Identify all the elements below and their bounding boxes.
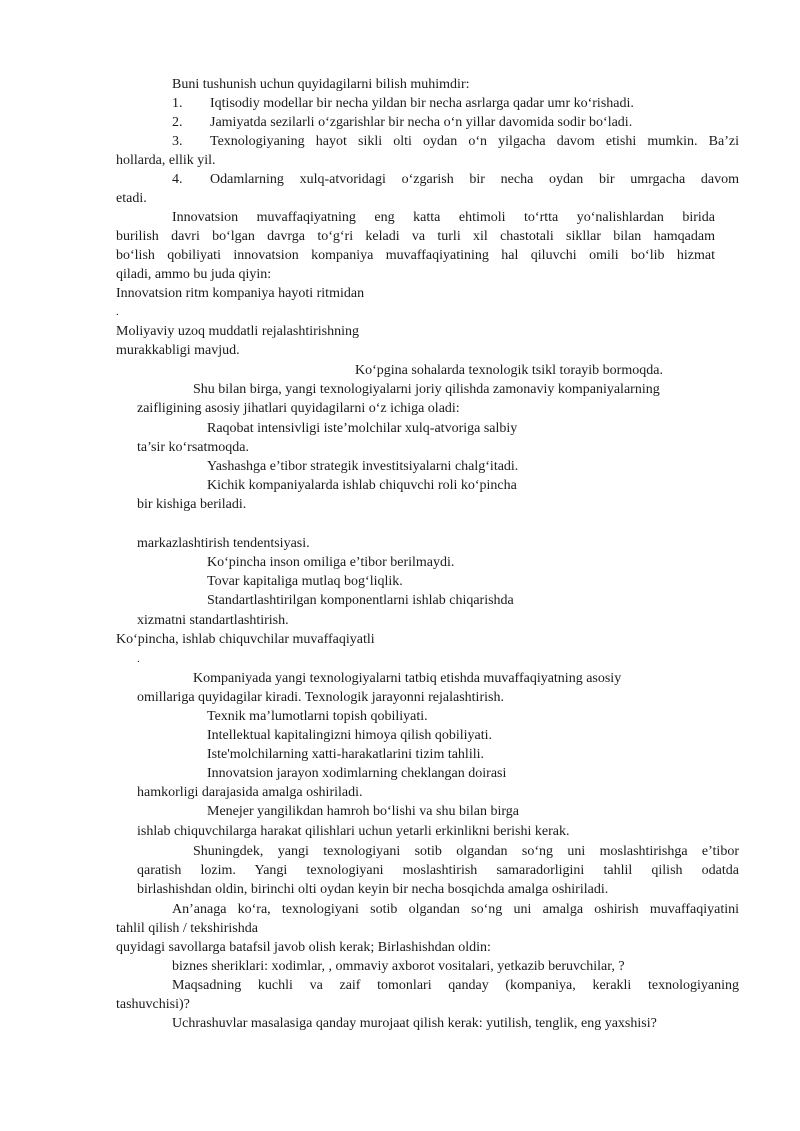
paragraph-line: murakkabligi mavjud. [116, 343, 240, 358]
paragraph-line: Innovatsion jarayon xodimlarning cheklangan doirasi [207, 766, 507, 781]
paragraph-line: An’anaga ko‘ra, texnologiyani sotib olgandan so‘ng uni amalga oshirish muvaffaqiyatini [172, 902, 739, 917]
paragraph-line: Innovatsion muvaffaqiyatning eng katta ehtimoli to‘rtta yo‘nalishlardan birida [172, 210, 715, 225]
paragraph-line: Kompaniyada yangi texnologiyalarni tatbiq etishda muvaffaqiyatning asosiy [193, 671, 622, 686]
list-number: 2. [172, 115, 183, 130]
paragraph-line: Shu bilan birga, yangi texnologiyalarni joriy qilishda zamonaviy kompaniyalarning [193, 382, 660, 397]
paragraph-line: omillariga quyidagilar kiradi. Texnologik jarayonni rejalashtirish. [137, 690, 504, 705]
paragraph-line: bir kishiga beriladi. [137, 497, 247, 512]
list-item-text: Texnologiyaning hayot sikli olti oydan o‘n yilgacha davom etishi mumkin. Ba’zi [210, 134, 739, 149]
list-number: 3. [172, 134, 183, 149]
paragraph-line: burilish davri bo‘lgan davrga to‘g‘ri keladi va turli xil chastotali sikllar bilan hamqadam [116, 229, 715, 244]
paragraph-line: Maqsadning kuchli va zaif tomonlari qanday (kompaniya, kerakli texnologiyaning [172, 978, 739, 993]
list-item [172, 133, 739, 151]
list-number: 4. [172, 172, 183, 187]
list-item-text: Iqtisodiy modellar bir necha yildan bir necha asrlarga qadar umr ko‘rishadi. [210, 96, 634, 111]
paragraph-line: Raqobat intensivligi iste’molchilar xulq-atvoriga salbiy [207, 421, 518, 436]
paragraph-line: biznes sheriklari: xodimlar, , ommaviy axborot vositalari, yetkazib beruvchilar, ? [172, 959, 625, 974]
paragraph-line: Ko‘pincha inson omiliga e’tibor berilmaydi. [207, 555, 455, 570]
list-item [172, 114, 632, 132]
paragraph-line: Menejer yangilikdan hamroh bo‘lishi va shu bilan birga [207, 804, 519, 819]
list-item [172, 171, 739, 189]
paragraph-line: Moliyaviy uzoq muddatli rejalashtirishning [116, 324, 360, 339]
paragraph-line: ta’sir ko‘rsatmoqda. [137, 440, 249, 455]
list-item [172, 95, 634, 113]
paragraph-line: Standartlashtirilgan komponentlarni ishlab chiqarishda [207, 593, 514, 608]
paragraph-line: zaifligining asosiy jihatlari quyidagilarni o‘z ichiga oladi: [137, 401, 460, 416]
paragraph-line: quyidagi savollarga batafsil javob olish kerak; Birlashishdan oldin: [116, 940, 491, 955]
paragraph-line: tashuvchisi)? [116, 997, 190, 1012]
paragraph-line: hollarda, ellik yil. [116, 153, 216, 168]
paragraph-line: . [137, 653, 140, 665]
paragraph-line: birlashishdan oldin, birinchi olti oydan keyin bir necha bosqichda amalga oshiriladi. [137, 882, 609, 897]
list-item-text: Jamiyatda sezilarli o‘zgarishlar bir necha o‘n yillar davomida sodir bo‘ladi. [210, 115, 633, 130]
paragraph-line: ishlab chiquvchilarga harakat qilishlari uchun yetarli erkinlikni berishi kerak. [137, 824, 570, 839]
paragraph-line: tahlil qilish / tekshirishda [116, 921, 258, 936]
paragraph-line: Ko‘pgina sohalarda texnologik tsikl torayib bormoqda. [355, 363, 663, 378]
paragraph-line: etadi. [116, 191, 147, 206]
paragraph-line: . [116, 306, 119, 318]
paragraph-line: xizmatni standartlashtirish. [137, 613, 289, 628]
paragraph-line: Innovatsion ritm kompaniya hayoti ritmidan [116, 286, 365, 301]
paragraph-line: Yashashga e’tibor strategik investitsiyalarni chalg‘itadi. [207, 459, 519, 474]
paragraph-line: Shuningdek, yangi texnologiyani sotib olgandan so‘ng uni moslashtirishga e’tibor [193, 844, 739, 859]
list-number: 1. [172, 96, 183, 111]
paragraph-line: Kichik kompaniyalarda ishlab chiquvchi roli ko‘pincha [207, 478, 517, 493]
paragraph-line: bo‘lish qobiliyati innovatsion kompaniya muvaffaqiyatining hal qiluvchi omili bo‘lib hizmat [116, 248, 715, 263]
paragraph-line: Intellektual kapitalingizni himoya qilish qobiliyati. [207, 728, 493, 743]
paragraph-line: Texnik ma’lumotlarni topish qobiliyati. [207, 709, 428, 724]
paragraph-line: Iste'molchilarning xatti-harakatlarini tizim tahlili. [207, 747, 484, 762]
paragraph-line: markazlashtirish tendentsiyasi. [137, 536, 310, 551]
paragraph-line: Buni tushunish uchun quyidagilarni bilish muhimdir: [172, 77, 470, 92]
paragraph-line: qaratish lozim. Yangi texnologiyani moslashtirish samaradorligini tahlil qilish odatda [137, 863, 739, 878]
paragraph-line: Uchrashuvlar masalasiga qanday murojaat qilish kerak: yutilish, tenglik, eng yaxshisi? [172, 1016, 657, 1031]
paragraph-line: qiladi, ammo bu juda qiyin: [116, 267, 272, 282]
paragraph-line: hamkorligi darajasida amalga oshiriladi. [137, 785, 363, 800]
paragraph-line: Ko‘pincha, ishlab chiquvchilar muvaffaqiyatli [116, 632, 375, 647]
paragraph-line: Tovar kapitaliga mutlaq bog‘liqlik. [207, 574, 403, 589]
list-item-text: Odamlarning xulq-atvoridagi o‘zgarish bir necha oydan bir umrgacha davom [210, 172, 739, 187]
